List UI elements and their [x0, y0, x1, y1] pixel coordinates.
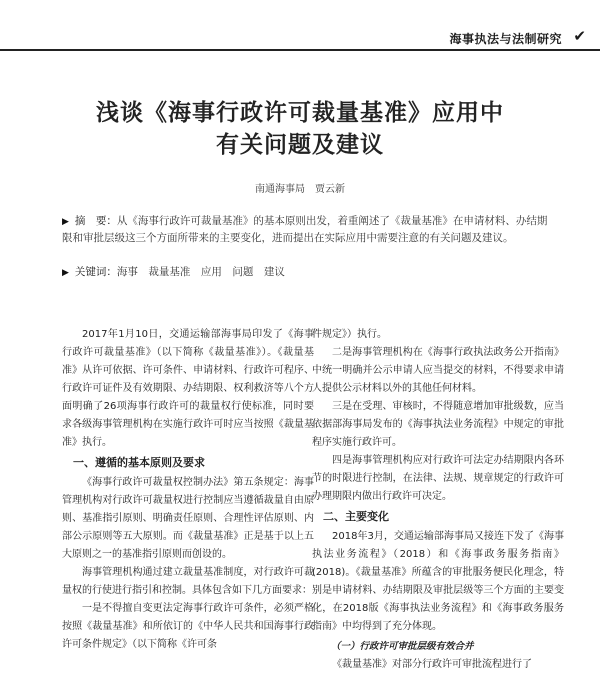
triangle-bullet-icon: ▶ [62, 268, 69, 278]
abstract [62, 213, 550, 246]
paragraph: 《裁量基准》对部分行政许可审批流程进行了 [332, 659, 532, 670]
paragraph: 件规定》）执行。 [312, 329, 387, 340]
journal-section-name: 海事执法与法制研究 [449, 32, 562, 46]
abstract-text: 从《海事行政许可裁量基准》的基本原则出发，着重阐述了《裁量基准》在申请材料、办结期限和审批层级这三个方面所带来的主要变化，进而提出在实际应用中需要注意的有关问题及建议。 [62, 215, 548, 244]
paragraph: 《海事行政许可裁量权控制办法》第五条规定：海事管理机构对行政许可裁量权进行控制应当遵循裁量自由原则、基准指引原则、明确责任原则、合理性评估原则、内部公示原则等五大原则。而《裁量基准》正是基于以上五大原则之一的基准指引原则而创设的。 [62, 477, 314, 560]
article-title-line-1: 浅谈《海事行政许可裁量基准》应用中 [96, 100, 504, 126]
triangle-bullet-icon: ▶ [62, 217, 69, 227]
keywords-label: 关键词： [74, 266, 117, 278]
keywords [62, 264, 550, 281]
subsection-heading: （一）行政许可审批层级有效合并 [331, 641, 474, 652]
section-heading: 二、主要变化 [323, 510, 389, 523]
paragraph: 2017年1月10日，交通运输部海事局印发了《海事行政许可裁量基准》（以下简称《裁量基准》）。《裁量基准》从许可依据、许可条件、申请材料、行政许可程序、行政许可证件及有效期限、办结期限、权利救济等八个方面明确了26项海事行政许可的裁量权行使标准，同时要求各级海事管理机构在实施行政许可时应当按照《裁量基准》执行。 [62, 329, 314, 448]
paragraph: 2018年3月，交通运输部海事局又接连下发了《海事执法业务流程》（2018）和《海事政务服务指南》(2018)。《裁量基准》所蕴含的审批服务便民化理念，特别是申请材料、办结期限及审批层级等三个方面的主要变化，在2018版《海事执法业务流程》和《海事政务服务指南》中均得到了充分体现。 [312, 531, 564, 632]
author-byline: 南通海事局 贾云新 [255, 184, 345, 195]
keywords-text: 海事 裁量基准 应用 问题 建议 [116, 266, 285, 278]
paragraph: 三是在受理、审核时，不得随意增加审批级数，应当依据部海事局发布的《海事执法业务流程》中规定的审批程序实施行政许可。 [312, 401, 564, 448]
abstract-label: 摘 要： [74, 215, 117, 227]
pen-nib-icon: ✔ [573, 27, 586, 45]
paragraph: 二是海事管理机构在《海事行政执法政务公开指南》中统一明确并公示申请人应当提交的材料，不得要求申请人提供公示材料以外的其他任何材料。 [312, 347, 564, 394]
body-column-left [62, 326, 314, 654]
paragraph: 一是不得擅自变更法定海事行政许可条件，必须严格按照《裁量基准》和所依订的《中华人民共和国海事行政许可条件规定》（以下简称《许可条 [62, 603, 314, 650]
paragraph: 四是海事管理机构应对行政许可法定办结期限内各环节的时限进行控制，在法律、法规、规章规定的行政许可办理期限内做出行政许可决定。 [312, 455, 564, 502]
section-heading: 一、遵循的基本原则及要求 [73, 456, 205, 469]
paragraph: 海事管理机构通过建立裁量基准制度，对行政许可裁量权的行使进行指引和控制。具体包含如下几方面要求： [62, 567, 314, 596]
header-rule [0, 49, 600, 51]
article-title-line-2: 有关问题及建议 [216, 132, 384, 158]
body-column-right [312, 326, 564, 674]
